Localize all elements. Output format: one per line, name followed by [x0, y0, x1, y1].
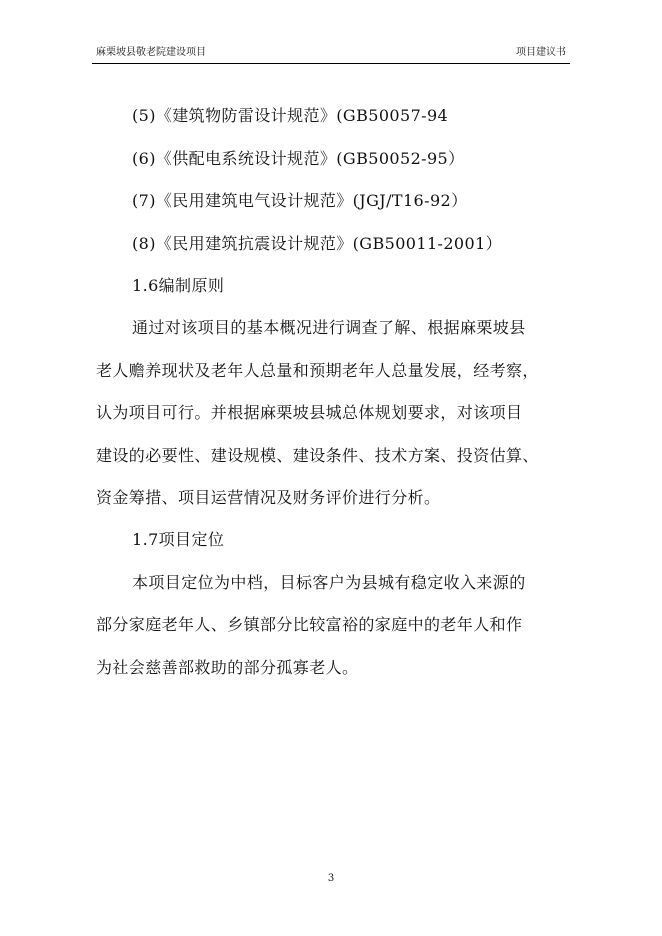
page-header-doc-type: 项目建议书 [516, 47, 566, 58]
paragraph-line: 本项目定位为中档，目标客户为县城有稳定收入来源的 [132, 573, 526, 592]
paragraph-line: 资金筹措、项目运营情况及财务评价进行分析。 [96, 488, 441, 507]
reference-line-6: (6)《供配电系统设计规范》(GB50052-95） [132, 149, 465, 168]
section-heading-1-6: 1.6编制原则 [132, 276, 225, 295]
page-number: 3 [327, 873, 335, 884]
reference-line-8: (8)《民用建筑抗震设计规范》(GB50011-2001） [132, 234, 503, 253]
reference-line-7: (7)《民用建筑电气设计规范》(JGJ/T16-92） [132, 191, 468, 210]
paragraph-line: 为社会慈善部救助的部分孤寡老人。 [96, 658, 359, 677]
paragraph-line: 老人赡养现状及老年人总量和预期老年人总量发展，经考察， [96, 361, 539, 380]
paragraph-line: 部分家庭老年人、乡镇部分比较富裕的家庭中的老年人和作 [96, 615, 523, 634]
paragraph-line: 建设的必要性、建设规模、建设条件、技术方案、投资估算、 [96, 446, 539, 465]
reference-line-5: (5)《建筑物防雷设计规范》(GB50057-94 [132, 106, 449, 125]
paragraph-line: 认为项目可行。并根据麻栗坡县城总体规划要求，对该项目 [96, 403, 523, 422]
header-rule [92, 63, 570, 64]
section-heading-1-7: 1.7项目定位 [132, 530, 225, 549]
paragraph-line: 通过对该项目的基本概况进行调查了解、根据麻栗坡县 [132, 318, 526, 337]
page-header-title: 麻栗坡县敬老院建设项目 [96, 47, 206, 58]
